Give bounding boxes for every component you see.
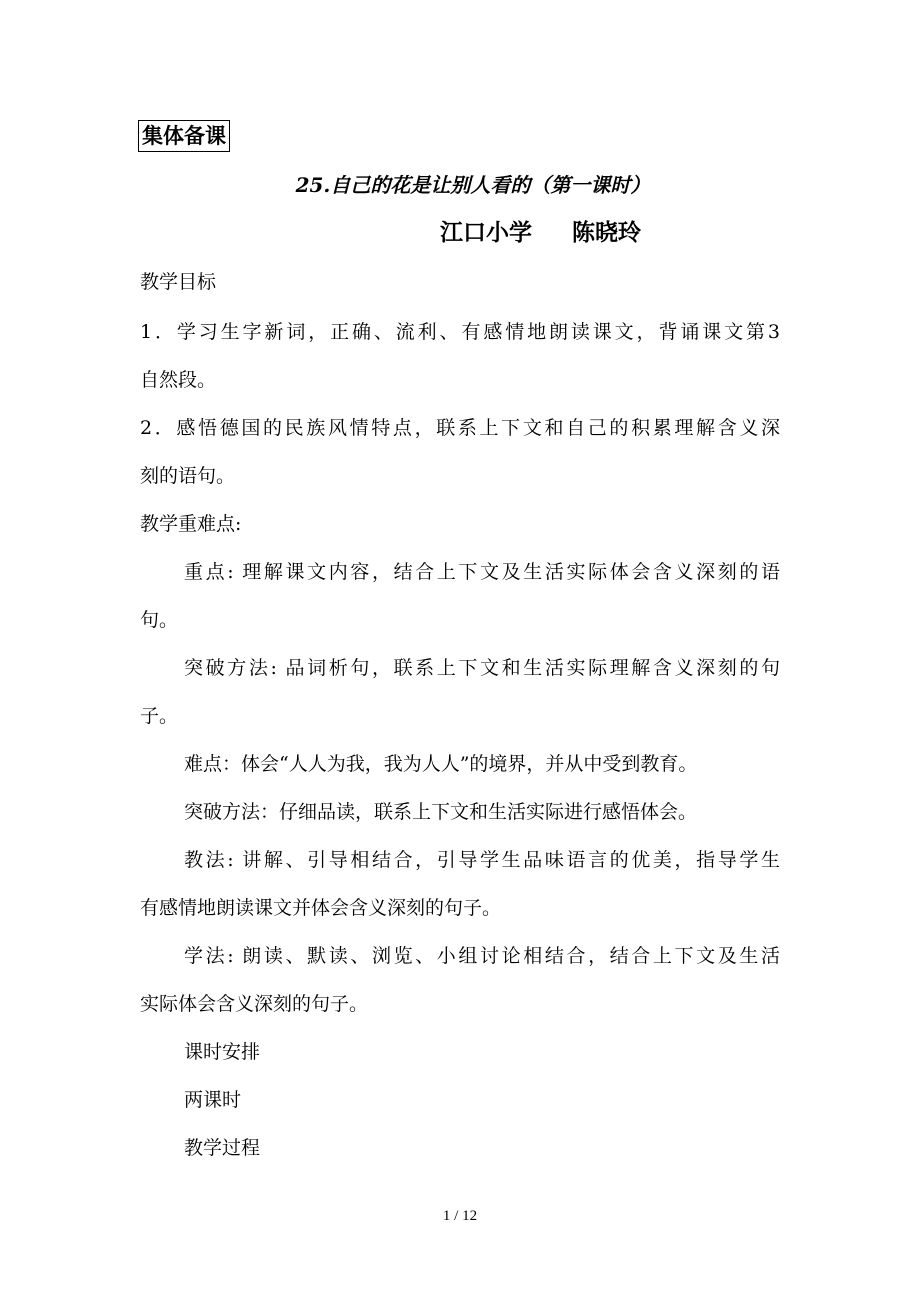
page-number: 1 / 12	[442, 1208, 478, 1224]
teaching-method-line-1: 教法: 讲解、引导相结合，引导学生品味语言的优美，指导学生	[184, 849, 780, 871]
breakthrough-method-1-line-2: 子。	[140, 705, 179, 727]
breakthrough-method-1-line-1: 突破方法: 品词析句，联系上下文和生活实际理解含义深刻的句	[184, 657, 780, 679]
objective-2-line-2: 刻的语句。	[140, 465, 236, 487]
breakthrough-method-2-line: 突破方法：仔细品读，联系上下文和生活实际进行感悟体会。	[184, 801, 698, 823]
objective-1-line-2: 自然段。	[140, 369, 217, 391]
difficulty-line: 难点：体会“人人为我，我为人人”的境界，并从中受到教育。	[184, 753, 698, 775]
learning-method-line-2: 实际体会含义深刻的句子。	[140, 993, 369, 1015]
section-heading-objectives: 教学目标	[140, 271, 217, 293]
objective-1-line-1: 1．学习生字新词，正确、流利、有感情地朗读课文，背诵课文第3	[140, 321, 780, 343]
teaching-method-line-2: 有感情地朗读课文并体会含义深刻的句子。	[140, 897, 502, 919]
schedule-value: 两课时	[184, 1089, 242, 1111]
section-heading-key-points: 教学重难点:	[140, 513, 242, 535]
key-point-line-1: 重点: 理解课文内容，结合上下文及生活实际体会含义深刻的语	[184, 561, 780, 583]
collective-lesson-label: 集体备课	[138, 120, 230, 152]
section-heading-process: 教学过程	[184, 1137, 261, 1159]
objective-2-line-1: 2．感悟德国的民族风情特点，联系上下文和自己的积累理解含义深	[140, 417, 780, 439]
learning-method-line-1: 学法: 朗读、默读、浏览、小组讨论相结合，结合上下文及生活	[184, 945, 780, 967]
school-name: 江口小学	[440, 220, 532, 246]
key-point-line-2: 句。	[140, 609, 179, 631]
lesson-title: 25.自己的花是让别人看的（第一课时）	[295, 173, 651, 197]
author-name: 陈晓玲	[572, 220, 641, 246]
section-heading-schedule: 课时安排	[184, 1041, 261, 1063]
author-line	[440, 216, 641, 250]
